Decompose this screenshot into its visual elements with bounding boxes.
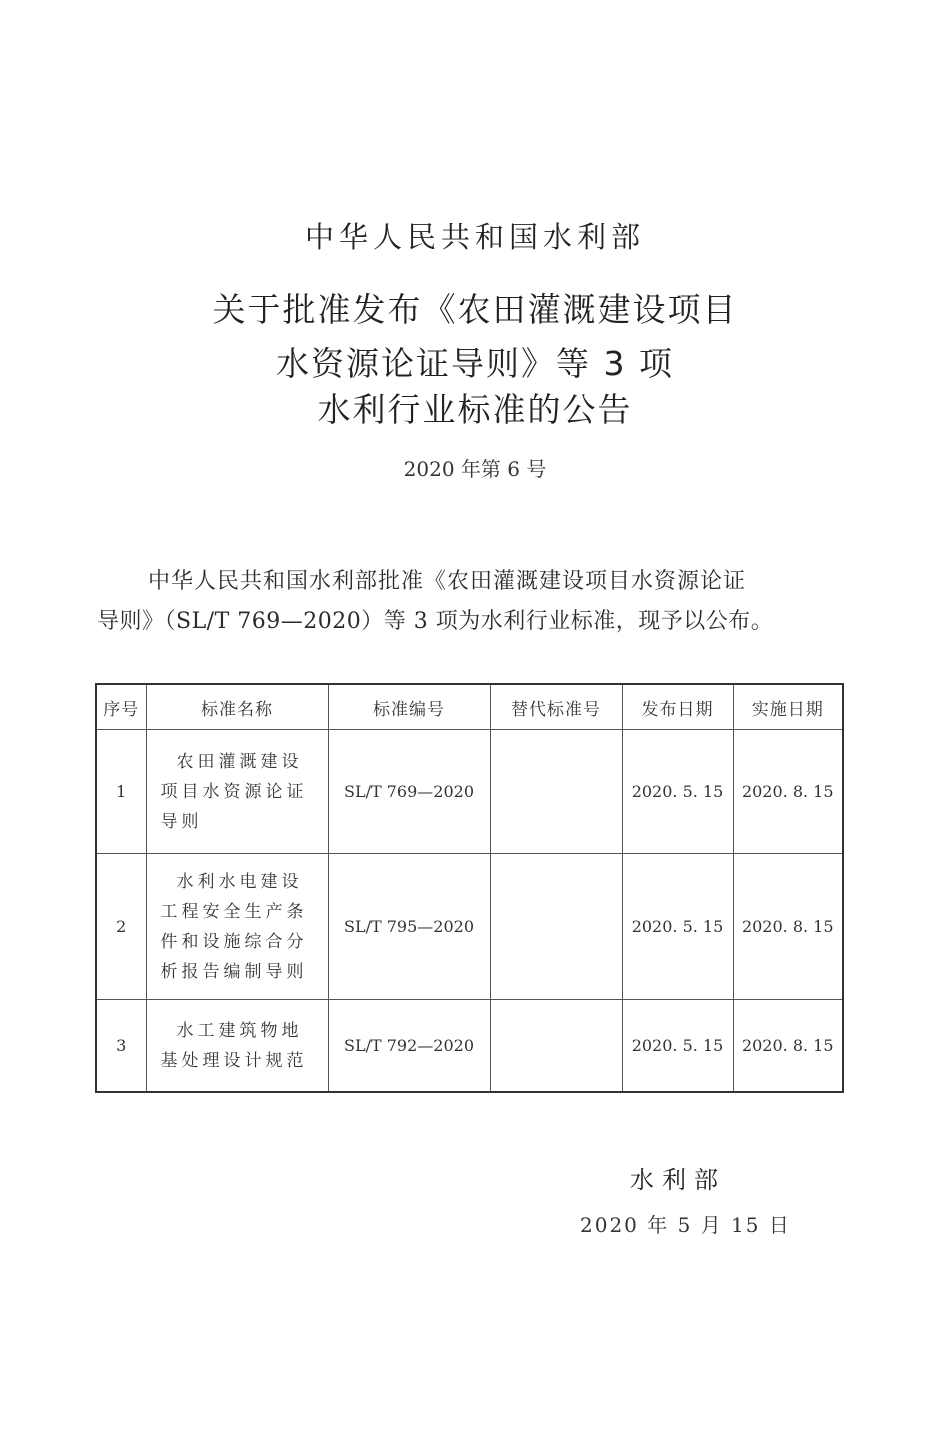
cell-effective: 2020. 8. 15 bbox=[733, 1000, 843, 1092]
name-line: 水工建筑物地 bbox=[176, 1020, 303, 1041]
cell-effective: 2020. 8. 15 bbox=[733, 730, 843, 854]
body-paragraph-line-2: 导则》（SL/T 769—2020）等 3 项为水利行业标准，现予以公布。 bbox=[97, 609, 774, 634]
header-effective: 实施日期 bbox=[733, 684, 843, 730]
announcement-title-line-3: 水利行业标准的公告 bbox=[317, 390, 633, 429]
table-header-row bbox=[96, 684, 843, 730]
signature-date: 2020 年 5 月 15 日 bbox=[580, 1213, 791, 1237]
table-row bbox=[96, 854, 843, 1000]
name-line: 件和设施综合分 bbox=[160, 931, 308, 952]
cell-replaces bbox=[490, 854, 622, 1000]
cell-code: SL/T 792—2020 bbox=[328, 1000, 490, 1092]
name-line: 基处理设计规范 bbox=[160, 1050, 308, 1071]
cell-replaces bbox=[490, 1000, 622, 1092]
header-published: 发布日期 bbox=[622, 684, 733, 730]
cell-published: 2020. 5. 15 bbox=[622, 854, 733, 1000]
header-no: 序号 bbox=[96, 684, 146, 730]
announcement-title-line-1: 关于批准发布《农田灌溉建设项目 bbox=[212, 290, 738, 329]
cell-replaces bbox=[490, 730, 622, 854]
name-line: 析报告编制导则 bbox=[160, 961, 308, 982]
table-row bbox=[96, 730, 843, 854]
header-name: 标准名称 bbox=[146, 684, 328, 730]
name-line: 水利水电建设 bbox=[176, 871, 303, 892]
header-replaces: 替代标准号 bbox=[490, 684, 622, 730]
signature-org: 水利部 bbox=[630, 1166, 726, 1194]
cell-no: 2 bbox=[96, 854, 146, 1000]
cell-name bbox=[146, 730, 328, 854]
cell-effective: 2020. 8. 15 bbox=[733, 854, 843, 1000]
issue-number: 2020 年第 6 号 bbox=[403, 457, 547, 481]
cell-name bbox=[146, 1000, 328, 1092]
announcement-title-line-2: 水资源论证导则》等 3 项 bbox=[276, 344, 674, 383]
table-row bbox=[96, 1000, 843, 1092]
standards-table bbox=[95, 683, 844, 1093]
name-line: 项目水资源论证 bbox=[160, 781, 308, 802]
header-code: 标准编号 bbox=[328, 684, 490, 730]
cell-code: SL/T 769—2020 bbox=[328, 730, 490, 854]
body-paragraph-line-1: 中华人民共和国水利部批准《农田灌溉建设项目水资源论证 bbox=[148, 569, 747, 594]
cell-no: 3 bbox=[96, 1000, 146, 1092]
cell-name bbox=[146, 854, 328, 1000]
cell-published: 2020. 5. 15 bbox=[622, 730, 733, 854]
cell-no: 1 bbox=[96, 730, 146, 854]
cell-published: 2020. 5. 15 bbox=[622, 1000, 733, 1092]
name-line: 农田灌溉建设 bbox=[176, 751, 303, 772]
name-line: 工程安全生产条 bbox=[160, 901, 308, 922]
cell-code: SL/T 795—2020 bbox=[328, 854, 490, 1000]
name-line: 导则 bbox=[160, 811, 203, 832]
issuing-ministry: 中华人民共和国水利部 bbox=[304, 220, 645, 254]
